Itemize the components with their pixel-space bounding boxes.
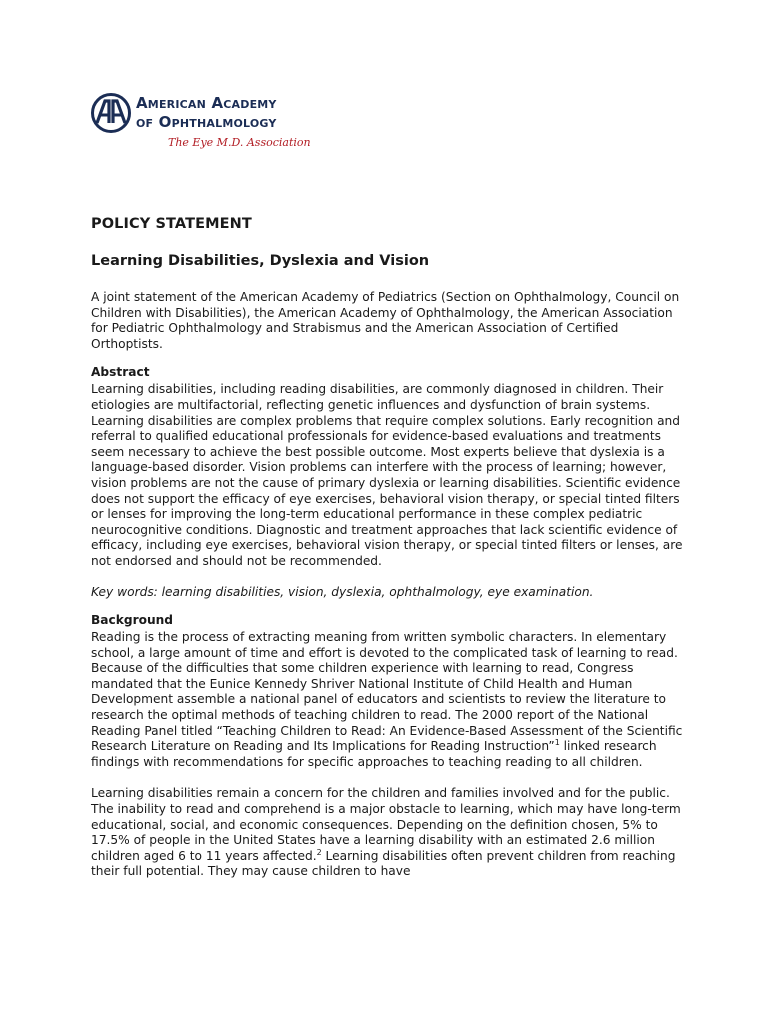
background-paragraph-1-text-cont: linked research findings with recommendations for specific approaches to teaching reading to all children. — [91, 739, 657, 769]
background-paragraph-2-text: Learning disabilities remain a concern for the children and families involved and for the public. The inability to read and comprehend is a major obstacle to learning, which may have long-term educational, social, and economic consequences. Depending on the definition chosen, 5% to 17.5% of people in the United States have a learning disability with an estimated 2.6 million children aged 6 to 11 years affected. — [91, 786, 681, 863]
document-title: Learning Disabilities, Dyslexia and Vision — [91, 253, 430, 269]
keywords-line: Key words: learning disabilities, vision, dyslexia, ophthalmology, eye examination. — [91, 584, 594, 599]
abstract-paragraph: Learning disabilities, including reading disabilities, are commonly diagnosed in children. Their etiologies are multifactorial, reflecting genetic influences and dysfunction of brain systems. Learning disabilities are complex problems that require complex solutions. Early recognition and referral to qualified educational professionals for evidence-based evaluations and treatments seem necessary to achieve the best possible outcome. Most experts believe that dyslexia is a language-based disorder. Vision problems can interfere with the process of learning; however, vision problems are not the cause of primary dyslexia or learning disabilities. Scientific evidence does not support the efficacy of eye exercises, behavioral vision therapy, or special tinted filters or lenses for improving the long-term educational performance in these complex pediatric neurocognitive conditions. Diagnostic and treatment approaches that lack scientific evidence of efficacy, including eye exercises, behavioral vision therapy, or special tinted filters or lenses, are not endorsed and should not be recommended. — [91, 382, 683, 568]
footnote-ref-2[interactable]: 2 — [316, 847, 322, 857]
background-paragraph-2-text-cont: Learning disabilities often prevent children from reaching their full potential. They may cause children to have — [91, 848, 676, 879]
aao-logo — [90, 92, 330, 152]
background-paragraph-1-text: Reading is the process of extracting meaning from written symbolic characters. In elementary school, a large amount of time and effort is devoted to the complicated task of learning to read. Because of the difficulties that some children experience with learning to read, Congress mandated that the Eunice Kennedy Shriver National Institute of Child Health and Human Development assemble a national panel of educators and scientists to review the literature to research the optimal methods of teaching children to read. The 2000 report of the National Reading Panel titled “Teaching Children to Read: An Evidence-Based Assessment of the Scientific Research Literature on Reading and Its Implications for Reading Instruction” — [91, 630, 683, 754]
policy-label: POLICY STATEMENT — [91, 216, 252, 232]
logo-tagline: The Eye M.D. Association — [168, 136, 311, 149]
background-paragraph-1 — [91, 630, 691, 770]
footnote-ref-1[interactable]: 1 — [554, 738, 560, 748]
document-body — [91, 214, 691, 880]
background-paragraph-2 — [91, 786, 691, 880]
background-heading: Background — [91, 613, 174, 628]
aao-emblem-icon — [90, 92, 132, 134]
logo-line-2: of Ophthalmology — [136, 113, 277, 131]
abstract-heading: Abstract — [91, 365, 150, 380]
logo-line-1: American Academy — [136, 94, 277, 112]
intro-paragraph: A joint statement of the American Academy of Pediatrics (Section on Ophthalmology, Council on Children with Disabilities), the American Academy of Ophthalmology, the American Association for Pediatric Ophthalmology and Strabismus and the American Association of Certified Orthoptists. — [91, 290, 680, 351]
